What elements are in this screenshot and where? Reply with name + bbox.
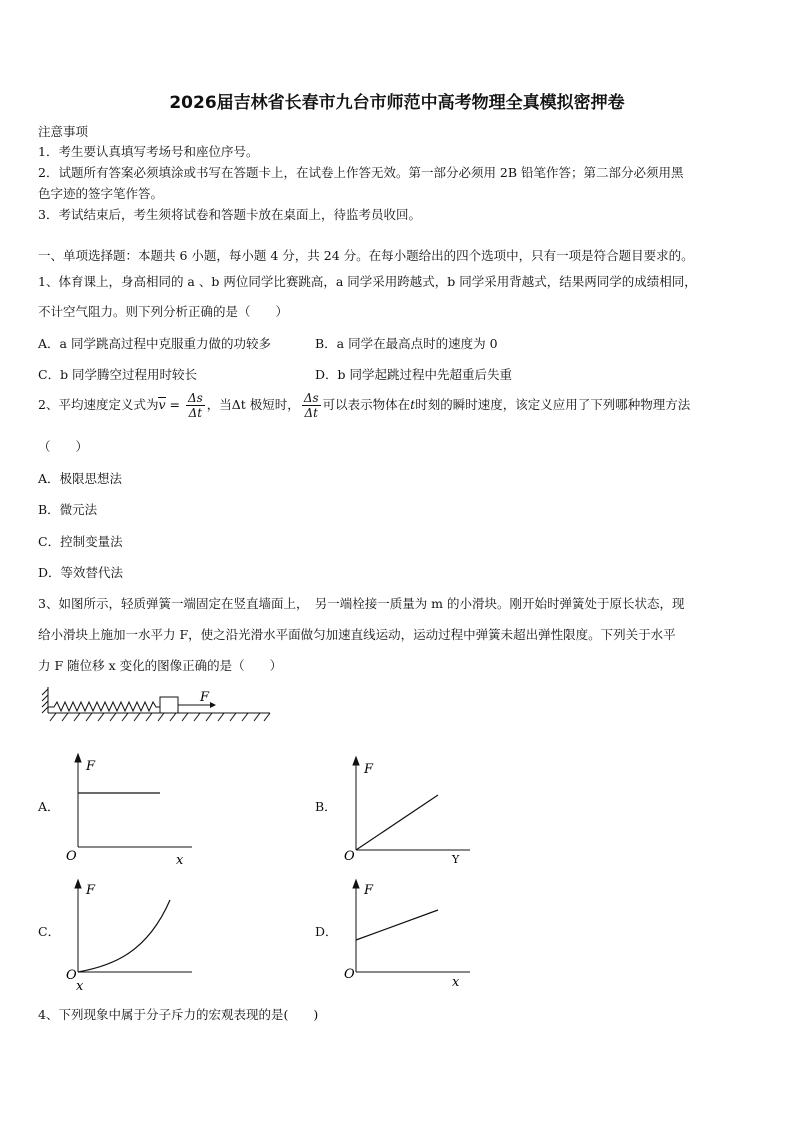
q3-line1: 3、如图所示，轻质弹簧一端固定在竖直墙面上， 另一端栓接一质量为 m 的小滑块。刚开始时弹簧处于原长状态，现 [38, 596, 685, 611]
q3-option-a-label: A． [38, 799, 60, 814]
graph-a [62, 752, 202, 867]
wall-icon [42, 687, 48, 713]
graph-d-x-label: x [452, 975, 460, 990]
notice-item-2: 2．试题所有答案必须填涂或书写在答题卡上，在试卷上作答无效。第一部分必须用 2B 铅笔作答；第二部分必须用黑 [38, 165, 684, 180]
spring-block-figure [38, 685, 278, 730]
q3-line3: 力 F 随位移 x 变化的图像正确的是（ ） [38, 658, 283, 673]
q2-option-c: C．控制变量法 [38, 534, 123, 549]
q2-frac2-den: Δt [304, 406, 318, 420]
graph-d-origin: O [344, 967, 355, 982]
spring-icon [48, 702, 160, 711]
q1-option-a: A．a 同学跳高过程中克服重力做的功较多 [38, 336, 271, 351]
graph-c-origin: O [66, 968, 77, 983]
q4-line1: 4、下列现象中属于分子斥力的宏观表现的是( ) [38, 1007, 319, 1022]
force-arrow-icon [178, 702, 216, 708]
block-icon [160, 697, 178, 713]
q2-eq: = [165, 397, 184, 412]
ground-icon [48, 713, 270, 721]
graph-b [340, 755, 480, 867]
graph-d-y-label: F [364, 883, 374, 898]
q2-fraction-2 [302, 391, 321, 420]
q1-line1: 1、体育课上，身高相同的 a 、b 两位同学比赛跳高，a 同学采用跨越式，b 同学采用背越式，结果两同学的成绩相同， [38, 274, 697, 289]
q2-paren: （ ） [38, 439, 89, 454]
q2-option-b: B．微元法 [38, 502, 98, 517]
graph-a-y-label: F [86, 759, 96, 774]
q2-mid2: 可以表示物体在 [322, 397, 411, 412]
graph-b-x-label: Y [452, 853, 460, 866]
q2-frac1-den: Δt [188, 406, 203, 420]
q3-line2: 给小滑块上施加一水平力 F，使之沿光滑水平面做匀加速直线运动，运动过程中弹簧未超出弹性限度。下列关于水平 [38, 627, 676, 642]
q1-option-d: D．b 同学起跳过程中先超重后失重 [315, 367, 512, 382]
graph-c-y-label: F [86, 883, 96, 898]
graph-c-curve [78, 900, 170, 972]
graph-b-y-label: F [364, 762, 374, 777]
q2-line1 [38, 391, 690, 420]
q3-option-d-label: D． [315, 924, 338, 939]
graph-b-origin: O [344, 849, 355, 864]
q1-line2: 不计空气阻力。则下列分析正确的是（ ） [38, 304, 289, 319]
q2-v-bar: v [158, 397, 166, 412]
q2-mid1: ，当Δt 极短时， [206, 397, 300, 412]
q3-option-c-label: C． [38, 924, 61, 939]
notice-heading: 注意事项 [38, 124, 89, 139]
q1-option-b: B．a 同学在最高点时的速度为 0 [315, 336, 498, 351]
graph-b-curve [356, 795, 438, 850]
graph-c-x-label: x [76, 979, 84, 993]
page-title: 2026届吉林省长春市九台市师范中高考物理全真模拟密押卷 [169, 93, 625, 113]
graph-a-origin: O [66, 849, 77, 864]
graph-d [340, 878, 480, 993]
notice-item-2-cont: 色字迹的签字笔作答。 [38, 186, 164, 201]
notice-item-1: 1．考生要认真填写考场号和座位序号。 [38, 144, 259, 159]
q2-frac1-num: Δs [187, 391, 203, 405]
q2-option-a: A．极限思想法 [38, 471, 123, 486]
q2-fraction-1 [186, 391, 205, 420]
section1-heading: 一、单项选择题：本题共 6 小题，每小题 4 分，共 24 分。在每小题给出的四个选项中，只有一项是符合题目要求的。 [38, 248, 694, 263]
q3-option-b-label: B． [315, 799, 337, 814]
q2-prefix: 2、平均速度定义式为 [38, 397, 159, 412]
graph-d-curve [356, 910, 438, 940]
graph-c [62, 878, 202, 993]
graph-a-x-label: x [176, 853, 184, 867]
q2-frac2-num: Δs [303, 391, 319, 405]
q1-option-c: C．b 同学腾空过程用时较长 [38, 367, 198, 382]
q2-option-d: D．等效替代法 [38, 565, 124, 580]
force-label: F [200, 690, 210, 705]
notice-item-3: 3．考试结束后，考生须将试卷和答题卡放在桌面上，待监考员收回。 [38, 207, 421, 222]
q2-t: t [410, 397, 416, 412]
q2-suffix: 时刻的瞬时速度，该定义应用了下列哪种物理方法 [415, 397, 691, 412]
